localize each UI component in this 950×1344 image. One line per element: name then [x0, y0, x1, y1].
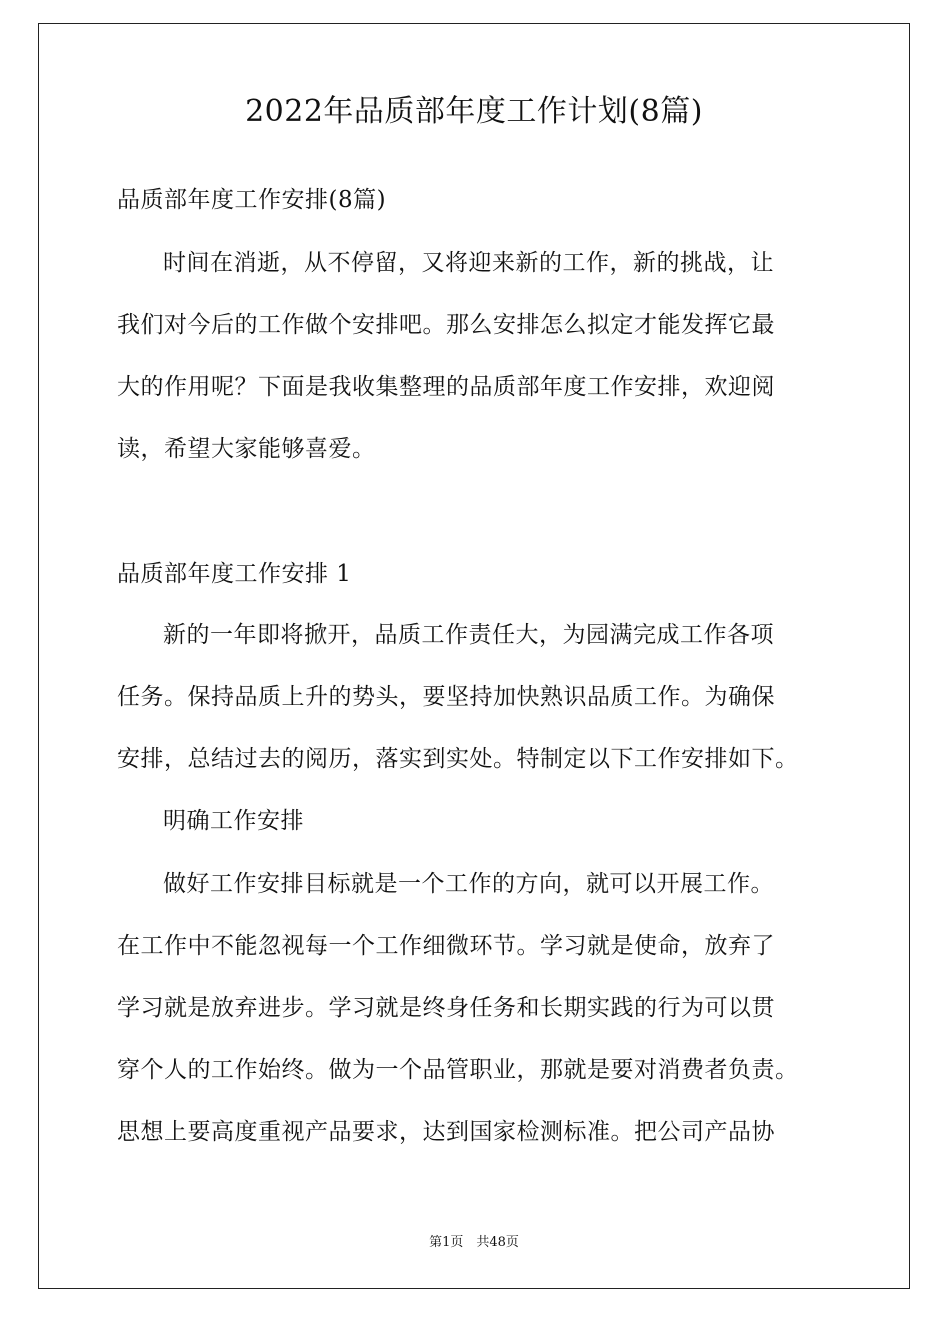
paragraph-line: 思想上要高度重视产品要求，达到国家检测标准。把公司产品协	[117, 1119, 775, 1145]
paragraph-line: 在工作中不能忽视每一个工作细微环节。学习就是使命，放弃了	[117, 933, 775, 959]
section-heading: 品质部年度工作安排 1	[117, 561, 352, 587]
intro-line: 我们对今后的工作做个安排吧。那么安排怎么拟定才能发挥它最	[117, 312, 775, 338]
paragraph-line: 安排，总结过去的阅历，落实到实处。特制定以下工作安排如下。	[117, 746, 799, 772]
paragraph-line: 学习就是放弃进步。学习就是终身任务和长期实践的行为可以贯	[117, 995, 775, 1021]
subheading: 明确工作安排	[163, 808, 304, 834]
paragraph-line: 做好工作安排目标就是一个工作的方向，就可以开展工作。	[163, 871, 774, 897]
paragraph-line: 任务。保持品质上升的势头，要坚持加快熟识品质工作。为确保	[117, 684, 775, 710]
document-title: 2022年品质部年度工作计划(8篇)	[245, 94, 703, 129]
paragraph-line: 新的一年即将掀开，品质工作责任大，为园满完成工作各项	[163, 622, 774, 648]
intro-line: 读，希望大家能够喜爱。	[117, 436, 376, 462]
paragraph-line: 穿个人的工作始终。做为一个品管职业，那就是要对消费者负责。	[117, 1057, 799, 1083]
page-number: 第1页 共48页	[429, 1235, 519, 1250]
intro-line: 时间在消逝，从不停留，又将迎来新的工作，新的挑战，让	[163, 250, 774, 276]
document-subtitle: 品质部年度工作安排(8篇)	[117, 187, 387, 213]
intro-line: 大的作用呢？下面是我收集整理的品质部年度工作安排，欢迎阅	[117, 374, 775, 400]
